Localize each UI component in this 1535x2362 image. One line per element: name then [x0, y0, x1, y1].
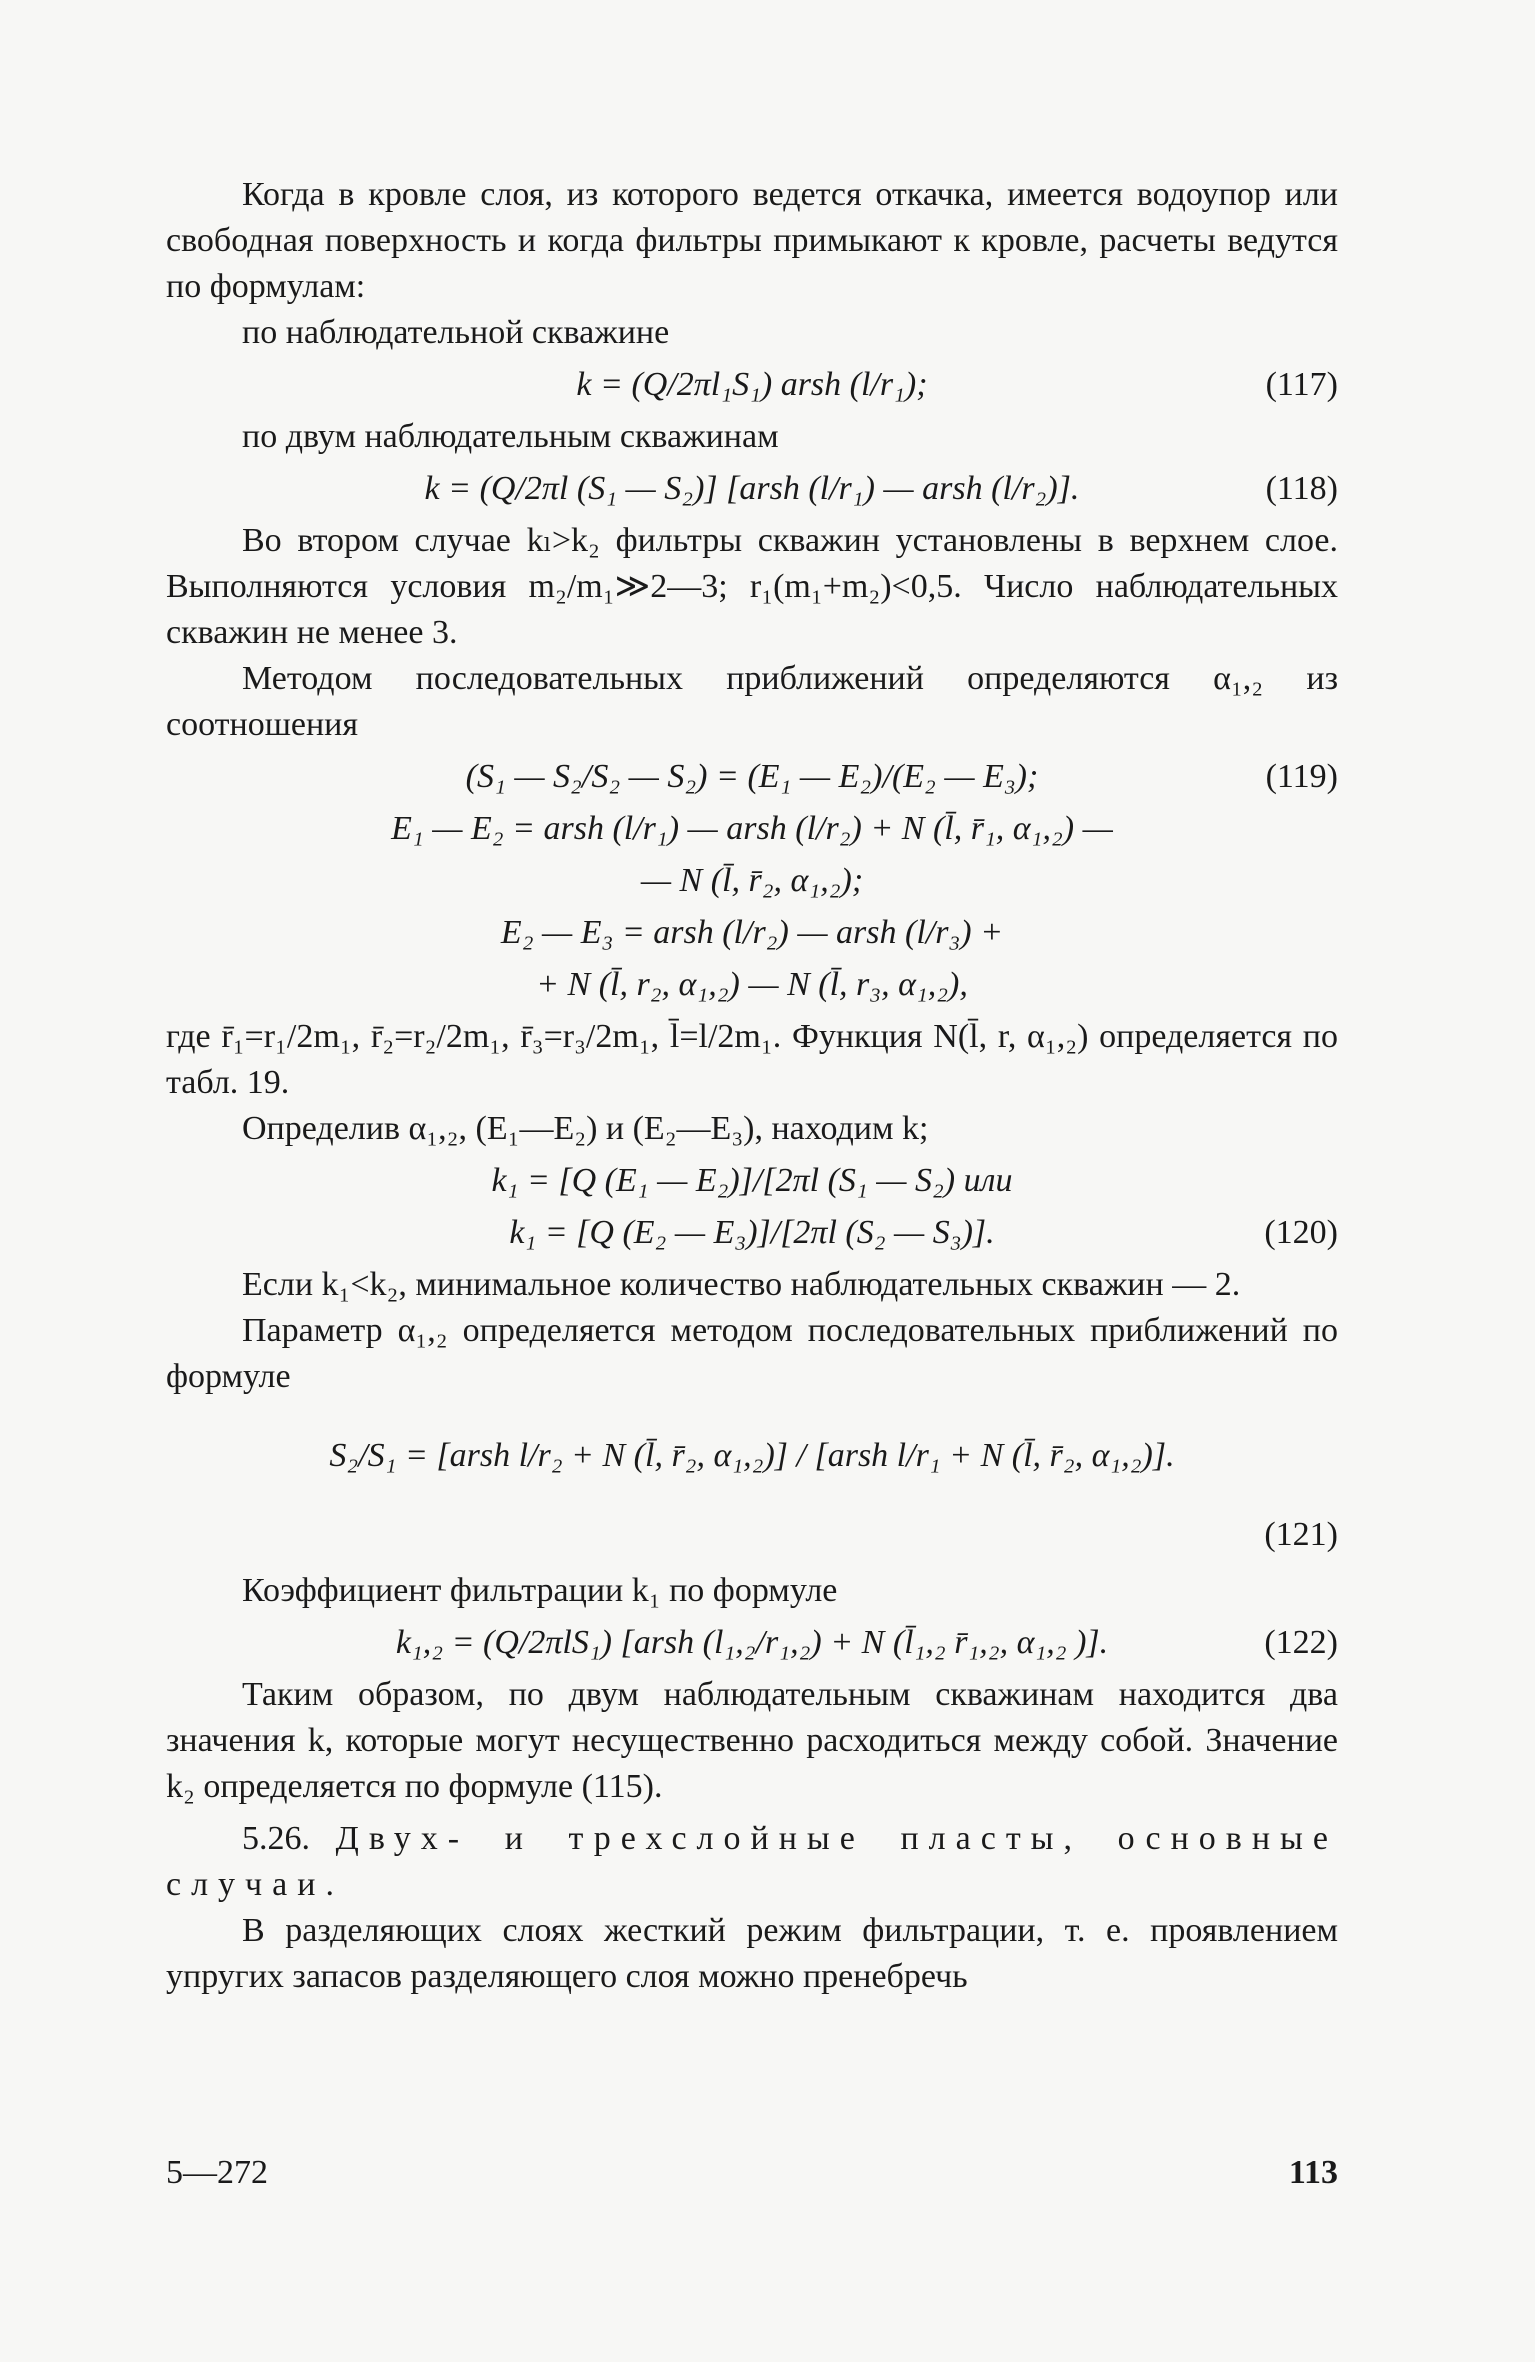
- paragraph: Если k₁<k₂, минимальное количество наблюдательных скважин — 2.: [242, 1266, 1241, 1303]
- paragraph: по наблюдательной скважине: [242, 314, 670, 351]
- paragraph: Определив α₁,₂, (E₁—E₂) и (E₂—E₃), находим k;: [242, 1110, 929, 1147]
- paragraph: Когда в кровле слоя, из которого ведется откачка, имеется водоупор или свободная поверхность и когда фильтры примыкают к кровле, расчеты ведутся по формулам:: [166, 176, 1338, 305]
- equation-body: k₁ = [Q (E₂ — E₃)]/[2πl (S₂ — S₃)].: [509, 1214, 995, 1251]
- paragraph: где r̄₁=r₁/2m₁, r̄₂=r₂/2m₁, r̄₃=r₃/2m₁, l̄=l/2m₁. Функция N(l̄, r, α₁,₂) определяется по табл. 19.: [166, 1018, 1338, 1101]
- equation-119: [166, 754, 1338, 800]
- paragraph: Параметр α₁,₂ определяется методом последовательных приближений по формуле: [166, 1312, 1338, 1395]
- equation-119-line: [166, 910, 1338, 956]
- equation-body: (S₁ — S₂/S₂ — S₂) = (E₁ — E₂)/(E₂ — E₃);: [465, 758, 1039, 795]
- equation-body: k = (Q/2πl (S₁ — S₂)] [arsh (l/r₁) — arsh (l/r₂)].: [424, 470, 1080, 507]
- equation-body: + N (l̄, r₂, α₁,₂) — N (l̄, r₃, α₁,₂),: [536, 966, 968, 1003]
- paragraph: по двум наблюдательным скважинам: [242, 418, 779, 455]
- equation-120: [166, 1210, 1338, 1256]
- equation-121: [166, 1408, 1338, 1504]
- paragraph: Таким образом, по двум наблюдательным скважинам находится два значения k, которые могут несущественно расходиться между собой. Значение k₂ определяется по формуле (115).: [166, 1676, 1338, 1805]
- equation-body: — N (l̄, r̄₂, α₁,₂);: [640, 862, 864, 899]
- paragraph: Методом последовательных приближений определяются α₁,₂ из соотношения: [166, 660, 1338, 743]
- paragraph: Во втором случае kₗ>k₂ фильтры скважин установлены в верхнем слое. Выполняются условия m₂/m₁≫2—3; r₁(m₁+m₂)<0,5. Число наблюдательных скважин не менее 3.: [166, 522, 1338, 651]
- equation-119-line: [166, 962, 1338, 1008]
- equation-119-line: [166, 858, 1338, 904]
- equation-body: S₂/S₁ = [arsh l/r₂ + N (l̄, r̄₂, α₁,₂)] / [arsh l/r₁ + N (l̄, r̄₂, α₁,₂)].: [329, 1437, 1175, 1474]
- equation-122: [166, 1620, 1338, 1666]
- section-heading: [166, 1816, 1338, 1908]
- equation-number: (120): [1264, 1214, 1338, 1251]
- equation-117: [166, 362, 1338, 408]
- section-number: 5.26.: [242, 1820, 310, 1857]
- equation-118: [166, 466, 1338, 512]
- equation-120-line: [166, 1158, 1338, 1204]
- paragraph: Коэффициент фильтрации k₁ по формуле: [242, 1572, 838, 1609]
- equation-body: E₂ — E₃ = arsh (l/r₂) — arsh (l/r₃) +: [500, 914, 1004, 951]
- section-title: Двух- и трехслойные пласты, основные случаи.: [166, 1820, 1338, 1903]
- text-column: [166, 172, 1338, 2000]
- equation-body: k₁ = [Q (E₁ — E₂)]/[2πl (S₁ — S₂) или: [491, 1162, 1013, 1199]
- equation-number: (122): [1264, 1624, 1338, 1661]
- printer-signature: 5—272: [166, 2154, 268, 2191]
- page-number: 113: [1288, 2154, 1338, 2191]
- equation-number: (119): [1265, 758, 1338, 795]
- equation-number: (118): [1265, 470, 1338, 507]
- equation-number-121: (121): [1264, 1516, 1338, 1553]
- equation-119-line: [166, 806, 1338, 852]
- equation-number: (117): [1265, 366, 1338, 403]
- equation-body: k₁,₂ = (Q/2πlS₁) [arsh (l₁,₂/r₁,₂) + N (l̄₁,₂ r̄₁,₂, α₁,₂ )].: [395, 1624, 1109, 1661]
- paragraph: В разделяющих слоях жесткий режим фильтрации, т. е. проявлением упругих запасов разделяющего слоя можно пренебречь: [166, 1912, 1338, 1995]
- equation-body: k = (Q/2πl₁S₁) arsh (l/r₁);: [576, 366, 928, 403]
- equation-body: E₁ — E₂ = arsh (l/r₁) — arsh (l/r₂) + N (l̄, r̄₁, α₁,₂) —: [391, 810, 1113, 847]
